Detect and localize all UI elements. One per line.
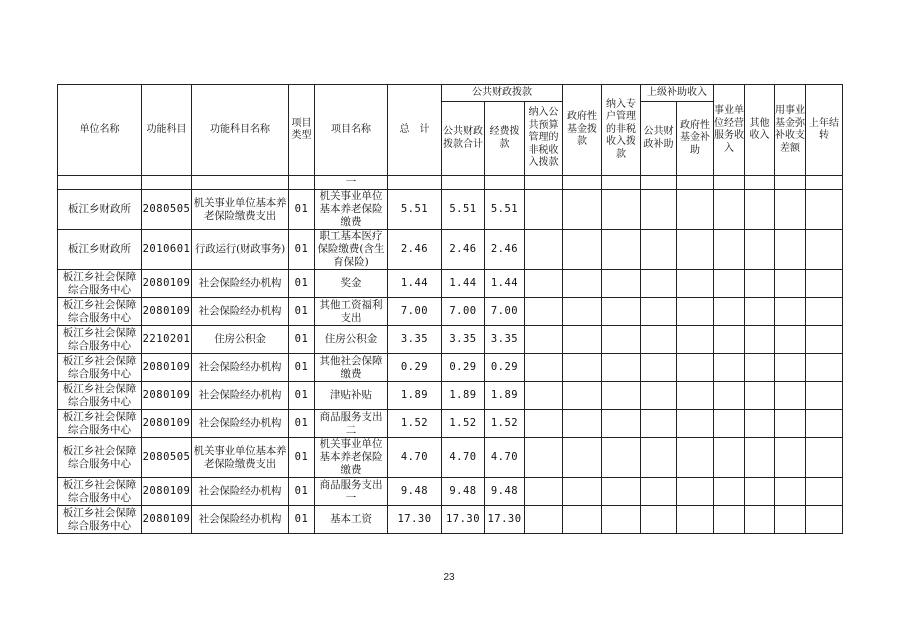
empty-cell — [563, 506, 602, 534]
func-code-cell: 2080109 — [142, 506, 192, 534]
empty-cell — [525, 230, 563, 270]
project-type-cell: 01 — [289, 410, 315, 438]
empty-cell — [775, 270, 806, 298]
empty-cell — [563, 230, 602, 270]
func-name-cell: 住房公积金 — [192, 326, 289, 354]
total-cell: 0.29 — [388, 354, 442, 382]
empty-cell — [775, 298, 806, 326]
project-name-cell: 机关事业单位基本养老保险缴费 — [315, 438, 388, 478]
public-total-cell: 5.51 — [442, 190, 485, 230]
public-total-cell: 3.35 — [442, 326, 485, 354]
empty-cell — [775, 438, 806, 478]
empty-cell — [641, 506, 677, 534]
total-cell: 17.30 — [388, 506, 442, 534]
empty-cell — [745, 506, 775, 534]
empty-cell — [602, 354, 641, 382]
empty-cell — [563, 354, 602, 382]
empty-cell — [806, 326, 843, 354]
empty-cell — [563, 326, 602, 354]
funding-cell: 0.29 — [485, 354, 525, 382]
empty-cell — [775, 190, 806, 230]
empty-cell — [641, 190, 677, 230]
empty-cell — [775, 410, 806, 438]
func-code-cell: 2080109 — [142, 410, 192, 438]
header-public-fiscal-total: 公共财政拨款合计 — [442, 102, 485, 176]
public-total-cell: 4.70 — [442, 438, 485, 478]
subheader-row — [58, 176, 843, 190]
func-code-cell: 2080505 — [142, 190, 192, 230]
header-func-code: 功能科目 — [142, 85, 192, 176]
empty-cell — [641, 230, 677, 270]
empty-cell — [525, 270, 563, 298]
empty-cell — [525, 410, 563, 438]
table-row — [58, 298, 843, 326]
project-type-cell: 01 — [289, 478, 315, 506]
empty-cell — [602, 270, 641, 298]
empty-cell — [602, 478, 641, 506]
project-name-cell: 机关事业单位基本养老保险缴费 — [315, 190, 388, 230]
funding-cell: 7.00 — [485, 298, 525, 326]
header-business-income: 事业单位经营服务收入 — [714, 85, 745, 176]
empty-cell — [714, 326, 745, 354]
project-name-cell: 住房公积金 — [315, 326, 388, 354]
unit-cell: 板江乡社会保障综合服务中心 — [58, 270, 142, 298]
header-project-name: 项目名称 — [315, 85, 388, 176]
header-superior-gov-fund: 政府性基金补助 — [677, 102, 714, 176]
empty-cell — [806, 298, 843, 326]
total-cell: 4.70 — [388, 438, 442, 478]
public-total-cell: 9.48 — [442, 478, 485, 506]
func-name-cell: 社会保险经办机构 — [192, 382, 289, 410]
empty-cell — [806, 382, 843, 410]
empty-cell — [806, 506, 843, 534]
project-type-cell: 01 — [289, 326, 315, 354]
empty-cell — [775, 326, 806, 354]
unit-cell: 板江乡社会保障综合服务中心 — [58, 478, 142, 506]
table-row — [58, 326, 843, 354]
empty-cell — [602, 438, 641, 478]
total-cell: 1.89 — [388, 382, 442, 410]
total-cell: 9.48 — [388, 478, 442, 506]
table-row — [58, 410, 843, 438]
project-type-cell: 01 — [289, 354, 315, 382]
empty-cell — [641, 478, 677, 506]
header-unit-name: 单位名称 — [58, 85, 142, 176]
empty-cell — [806, 230, 843, 270]
total-cell: 2.46 — [388, 230, 442, 270]
project-name-cell: 职工基本医疗保险缴费(含生育保险) — [315, 230, 388, 270]
funding-cell: 9.48 — [485, 478, 525, 506]
project-name-cell: 津贴补贴 — [315, 382, 388, 410]
project-name-cell: 商品服务支出二 — [315, 410, 388, 438]
table-row — [58, 382, 843, 410]
total-cell: 7.00 — [388, 298, 442, 326]
empty-cell — [525, 506, 563, 534]
public-total-cell: 1.52 — [442, 410, 485, 438]
table-row — [58, 270, 843, 298]
empty-cell — [641, 270, 677, 298]
public-total-cell: 17.30 — [442, 506, 485, 534]
empty-cell — [563, 298, 602, 326]
func-code-cell: 2080109 — [142, 270, 192, 298]
empty-cell — [714, 270, 745, 298]
total-cell: 5.51 — [388, 190, 442, 230]
funding-cell: 3.35 — [485, 326, 525, 354]
unit-cell: 板江乡社会保障综合服务中心 — [58, 354, 142, 382]
budget-table — [57, 84, 843, 534]
empty-cell — [563, 478, 602, 506]
func-name-cell: 机关事业单位基本养老保险缴费支出 — [192, 190, 289, 230]
unit-cell: 板江乡社会保障综合服务中心 — [58, 506, 142, 534]
empty-cell — [745, 190, 775, 230]
funding-cell: 1.44 — [485, 270, 525, 298]
empty-cell — [525, 298, 563, 326]
empty-cell — [641, 354, 677, 382]
empty-cell — [677, 230, 714, 270]
empty-cell — [745, 438, 775, 478]
empty-cell — [602, 410, 641, 438]
unit-cell: 板江乡社会保障综合服务中心 — [58, 326, 142, 354]
empty-cell — [525, 190, 563, 230]
public-total-cell: 1.89 — [442, 382, 485, 410]
empty-cell — [677, 382, 714, 410]
project-type-cell: 01 — [289, 506, 315, 534]
empty-cell — [641, 326, 677, 354]
empty-cell — [745, 270, 775, 298]
func-code-cell: 2080109 — [142, 478, 192, 506]
func-name-cell: 机关事业单位基本养老保险缴费支出 — [192, 438, 289, 478]
empty-cell — [745, 326, 775, 354]
header-non-tax-public: 纳入公共预算管理的非税收入拨款 — [525, 102, 563, 176]
funding-cell: 2.46 — [485, 230, 525, 270]
empty-cell — [806, 354, 843, 382]
funding-cell: 17.30 — [485, 506, 525, 534]
func-code-cell: 2080109 — [142, 382, 192, 410]
empty-cell — [775, 478, 806, 506]
func-code-cell: 2210201 — [142, 326, 192, 354]
funding-cell: 4.70 — [485, 438, 525, 478]
project-type-cell: 01 — [289, 230, 315, 270]
empty-cell — [677, 354, 714, 382]
empty-cell — [641, 438, 677, 478]
project-type-cell: 01 — [289, 190, 315, 230]
empty-cell — [563, 410, 602, 438]
project-type-cell: 01 — [289, 382, 315, 410]
unit-cell: 板江乡社会保障综合服务中心 — [58, 438, 142, 478]
empty-cell — [602, 506, 641, 534]
total-cell: 1.44 — [388, 270, 442, 298]
header-public-fiscal: 公共财政拨款 — [442, 85, 563, 102]
empty-cell — [806, 190, 843, 230]
empty-cell — [714, 354, 745, 382]
funding-cell: 1.89 — [485, 382, 525, 410]
func-name-cell: 社会保险经办机构 — [192, 298, 289, 326]
empty-cell — [775, 354, 806, 382]
empty-cell — [677, 298, 714, 326]
empty-cell — [677, 270, 714, 298]
empty-cell — [714, 478, 745, 506]
table-row — [58, 438, 843, 478]
empty-cell — [602, 326, 641, 354]
table-row — [58, 190, 843, 230]
empty-cell — [714, 410, 745, 438]
unit-cell: 板江乡社会保障综合服务中心 — [58, 298, 142, 326]
public-total-cell: 1.44 — [442, 270, 485, 298]
empty-cell — [714, 438, 745, 478]
func-code-cell: 2080505 — [142, 438, 192, 478]
header-func-name: 功能科目名称 — [192, 85, 289, 176]
empty-cell — [806, 270, 843, 298]
empty-cell — [745, 382, 775, 410]
func-name-cell: 社会保险经办机构 — [192, 270, 289, 298]
header-balance-cover: 用事业基金弥补收支差额 — [775, 85, 806, 176]
table-row — [58, 354, 843, 382]
project-name-cell: 基本工资 — [315, 506, 388, 534]
header-other-income: 其他收入 — [745, 85, 775, 176]
unit-cell: 板江乡社会保障综合服务中心 — [58, 382, 142, 410]
empty-cell — [525, 478, 563, 506]
func-name-cell: 社会保险经办机构 — [192, 506, 289, 534]
empty-cell — [677, 190, 714, 230]
empty-cell — [806, 478, 843, 506]
header-superior-subsidy: 上级补助收入 — [641, 85, 714, 102]
func-code-cell: 2010601 — [142, 230, 192, 270]
empty-cell — [677, 438, 714, 478]
total-cell: 1.52 — [388, 410, 442, 438]
empty-cell — [775, 230, 806, 270]
project-type-cell: 01 — [289, 270, 315, 298]
func-code-cell: 2080109 — [142, 298, 192, 326]
empty-cell — [525, 382, 563, 410]
empty-cell — [745, 410, 775, 438]
page-number: 23 — [443, 572, 455, 583]
empty-cell — [775, 382, 806, 410]
unit-cell: 板江乡社会保障综合服务中心 — [58, 410, 142, 438]
funding-cell: 1.52 — [485, 410, 525, 438]
header-carryover: 上年结转 — [806, 85, 843, 176]
empty-cell — [677, 326, 714, 354]
empty-cell — [525, 354, 563, 382]
unit-cell: 板江乡财政所 — [58, 230, 142, 270]
public-total-cell: 7.00 — [442, 298, 485, 326]
header-gov-fund: 政府性基金拨款 — [563, 85, 602, 176]
empty-cell — [677, 506, 714, 534]
table-row — [58, 506, 843, 534]
project-name-cell: 其他社会保障缴费 — [315, 354, 388, 382]
empty-cell — [525, 438, 563, 478]
table-body — [58, 190, 843, 534]
empty-cell — [677, 410, 714, 438]
public-total-cell: 2.46 — [442, 230, 485, 270]
empty-cell — [745, 478, 775, 506]
public-total-cell: 0.29 — [442, 354, 485, 382]
empty-cell — [602, 190, 641, 230]
empty-cell — [563, 190, 602, 230]
func-code-cell: 2080109 — [142, 354, 192, 382]
empty-cell — [745, 298, 775, 326]
func-name-cell: 行政运行(财政事务) — [192, 230, 289, 270]
func-name-cell: 社会保险经办机构 — [192, 410, 289, 438]
empty-cell — [602, 230, 641, 270]
project-name-cell: 商品服务支出一 — [315, 478, 388, 506]
project-name-cell: 奖金 — [315, 270, 388, 298]
empty-cell — [745, 354, 775, 382]
total-cell: 3.35 — [388, 326, 442, 354]
empty-cell — [806, 438, 843, 478]
funding-cell: 5.51 — [485, 190, 525, 230]
empty-cell — [775, 506, 806, 534]
empty-cell — [806, 410, 843, 438]
empty-cell — [714, 506, 745, 534]
header-total: 总 计 — [388, 85, 442, 176]
header-superior-public: 公共财政补助 — [641, 102, 677, 176]
empty-cell — [641, 382, 677, 410]
project-type-cell: 01 — [289, 298, 315, 326]
empty-cell — [714, 298, 745, 326]
header-special-non-tax: 纳入专户管理的非税收入拨款 — [602, 85, 641, 176]
empty-cell — [714, 382, 745, 410]
table-row — [58, 478, 843, 506]
empty-cell — [745, 230, 775, 270]
table-row — [58, 230, 843, 270]
empty-cell — [563, 270, 602, 298]
empty-cell — [641, 298, 677, 326]
subheader-marker: 一 — [315, 176, 388, 190]
empty-cell — [714, 230, 745, 270]
empty-cell — [563, 382, 602, 410]
table-header — [58, 85, 843, 190]
empty-cell — [602, 382, 641, 410]
func-name-cell: 社会保险经办机构 — [192, 478, 289, 506]
empty-cell — [602, 298, 641, 326]
project-type-cell: 01 — [289, 438, 315, 478]
header-project-type: 项目类型 — [289, 85, 315, 176]
empty-cell — [714, 190, 745, 230]
empty-cell — [677, 478, 714, 506]
unit-cell: 板江乡财政所 — [58, 190, 142, 230]
header-funding: 经费拨款 — [485, 102, 525, 176]
empty-cell — [563, 438, 602, 478]
empty-cell — [525, 326, 563, 354]
project-name-cell: 其他工资福利支出 — [315, 298, 388, 326]
empty-cell — [641, 410, 677, 438]
func-name-cell: 社会保险经办机构 — [192, 354, 289, 382]
